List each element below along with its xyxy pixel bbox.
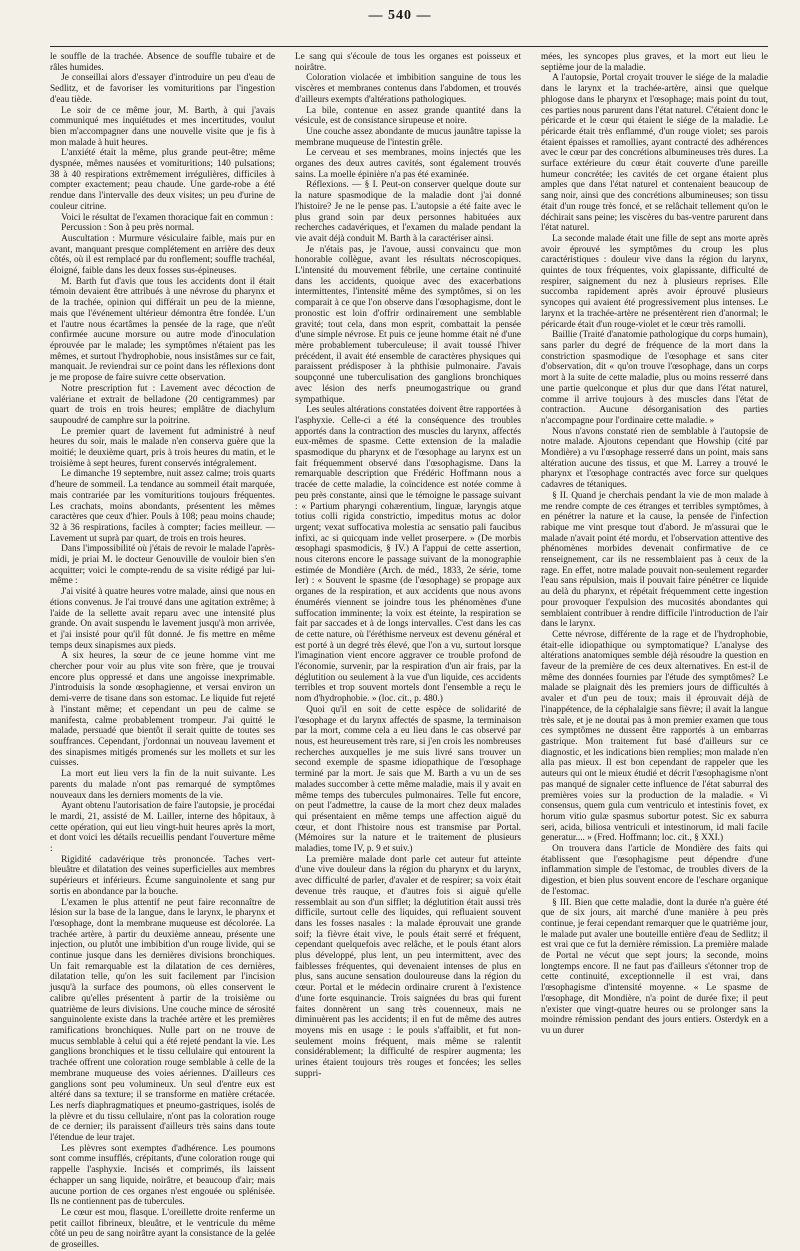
column-3 — [541, 52, 768, 1140]
text-columns — [50, 52, 768, 1251]
paragraph: Cette névrose, différente de la rage et de l'hydrophobie, était-elle idiopathique ou symptomatique? L'analyse des altérations anatomiques semble déjà résoudre la question en faveur de la première de ces deux alternatives. En est-il de même des données fournies par l'étude des symptômes? Le malade se plaignait dès les premiers jours de difficultés à avaler et d'un peu de toux; mais il éprouvait déjà de l'inappétence, de la céphalalgie sans fièvre; il avait la langue très sale, et je ne doutai pas à mon premier examen que tous ces symptômes ne dussent être rapportés à un embarras gastrique. Mon traitement fut basé d'ailleurs sur ce diagnostic, et les indications bien remplies; mon malade n'en alla pas mieux. Il est bon cependant de rappeler que les auteurs qui ont le mieux étudié et décrit l'œsophagisme n'ont pas manqué de signaler cette influence de l'état saburral des premières voies sur la production de la maladie. « Vi consensus, quem gula cum ventriculo et intestinis fovet, ex horum vitio gulæ spasmus subortur potest. Sic ex saburra seri, acida, biliosa ventriculi et intestinorum, id mali facile generatur.... » (Fred. Hoffmann; loc. cit., § XXI.) — [541, 629, 768, 844]
paragraph: La bile, contenue en assez grande quantité dans la vésicule, est de consistance sirupeuse et noire. — [295, 105, 521, 127]
paragraph: Rigidité cadavérique très prononcée. Taches vert-bleuâtre et dilatation des veines superficielles aux membres supérieurs et inférieurs. Écume sanguinolente et sang pur sortis en abondance par la bouche. — [50, 854, 275, 897]
paragraph: La première malade dont parle cet auteur fut atteinte d'une vive douleur dans la région du pharynx et du larynx, avec difficulté de parler, d'avaler et de respirer; sa voix était devenue très rauque, et d'autres fois si aiguë qu'elle ressemblait au son d'un sifflet; la déglutition était aussi très difficile, surtout celle des liquides, qui refluaient souvent dans les fosses nasales : la malade éprouvait une grande soif; la fièvre était vive, le pouls était serré et fréquent, cependant quelquefois avec relâche, et le pouls étant alors plus développé, plus lent, un peu intermittent, avec des faiblesses fréquentes, qui devenaient intenses de plus en plus, sans aucune sensation douloureuse dans la région du cœur. Portal et le médecin ordinaire crurent à l'existence d'une forte esquinancie. Trois saignées du bras qui furent faites donnèrent un sang très couenneux, mais ne diminuèrent pas les accidents; il en fut de même des autres moyens mis en usage : le pouls s'affaiblit, et fut non-seulement moins fréquent, mais même se ralentit considérablement; la difficulté de respirer augmenta; les urines étaient toujours très rouges et foncées; les selles suppri- — [295, 854, 521, 1079]
paragraph: § II. Quand je cherchais pendant la vie de mon malade à me rendre compte de ces étranges et terribles symptômes, à en pénétrer la nature et la cause, la pensée de l'infection rabique me vint presque tout d'abord. Je m'assurai que le malade n'avait point été mordu, et l'observation attentive des phénomènes morbides devenait confirmative de ce renseignement, car ils ne ressemblaient pas à ceux de la rage. En effet, notre malade pouvait non-seulement regarder l'eau sans répulsion, mais il pouvait faire pénétrer ce liquide au delà du pharynx, et répétait fréquemment cette ingestion pour provoquer l'expulsion des mucosités abondantes qui semblaient contribuer à rendre difficile l'introduction de l'air dans le larynx. — [541, 490, 768, 630]
paragraph: § III. Bien que cette maladie, dont la durée n'a guère été que de six jours, ait marché d'une manière à peu près continue, je ferai cependant remarquer que le quatrième jour, le malade put avaler une bouteille entière d'eau de Sedlitz; il est vrai que ce fut la dernière rémission. La première malade de Portal ne vécut que sept jours; la seconde, moins longtemps encore. Il ne faut pas d'ailleurs s'étonner trop de cette continuité, exceptionnelle il est vrai, dans l'œsophagisme d'intensité moyenne. « Le spasme de l'œsophage, dit Mondière, n'a point de durée fixe; il peut n'exister que vingt-quatre heures ou se prolonger sans la moindre rémission pendant des jours entiers. Osterdyk en a vu un durer — [541, 897, 768, 1036]
paragraph: Le sang qui s'écoule de tous les organes est poisseux et noirâtre. — [295, 52, 521, 73]
paragraph: Les plèvres sont exemptes d'adhérence. Les poumons sont comme insufflés, crépitants, d'une coloration rouge qui rappelle l'asphyxie. Incisés et comprimés, ils laissent échapper un sang liquide, noirâtre, et beaucoup d'air; mais aucune portion de ces organes n'est engouée ou splénisée. Ils ne contiennent pas de tubercules. — [50, 1143, 275, 1208]
paragraph: A six heures, la sœur de ce jeune homme vint me chercher pour voir au plus vite son frère, que je trouvai encore plus oppressé et dans une angoisse inexprimable. J'introduisis la sonde œsophagienne, et versai environ un demi-verre de tisane dans son estomac. Le liquide fut rejeté à l'instant même; et cependant un peu de calme se manifesta, calme probablement trompeur. J'ai quitté le malade, persuadé que bientôt il serait quitte de toutes ses souffrances. Cependant, j'ordonnai un nouveau lavement et des sinapismes mitigés promenés sur les mollets et sur les cuisses. — [50, 651, 275, 769]
paragraph: Quoi qu'il en soit de cette espèce de solidarité de l'œsophage et du larynx affectés de spasme, la terminaison par la mort, comme cela a eu lieu dans le cas observé par nous, est heureusement très rare, si j'en crois les nombreuses recherches auxquelles je me suis livré sans trouver un second exemple de spasme idiopathique de l'œsophage terminé par la mort. Je sais que M. Barth a vu un de ses malades succomber à cette même maladie, mais il y avait en même temps des tubercules pulmonaires. Telle fut encore, on peut l'admettre, la cause de la mort chez deux malades qui présentaient en même temps une affection aiguë du cœur, et dont l'histoire nous est transmise par Portal. (Mémoires sur la nature et le traitement de plusieurs maladies, tome IV, p. 9 et suiv.) — [295, 704, 521, 855]
paragraph: Une couche assez abondante de mucus jaunâtre tapisse la membrane muqueuse de l'intestin grêle. — [295, 126, 521, 148]
paragraph: Les seules altérations constatées doivent être rapportées à l'asphyxie. Celle-ci a été la conséquence des troubles apportés dans la contraction des muscles du larynx, affectés eux-mêmes de spasme. Cette extension de la maladie spasmodique du pharynx et de l'œsophage au larynx est un fait fréquemment observé dans l'œsophagisme. Dans la remarquable description que Frédéric Hoffmann nous a tracée de cette maladie, la coïncidence est notée comme à peu près constante, ainsi que le témoigne le passage suivant : « Partium pharyngi cohærentium, linguæ, laryngis atque totius colli rigida constrictio, impeditus motus ac dolor urgent; vexat suffocativa molestia ac sensatio pali faucibus infixi, ac si quicquam inde vellet proserpere. » (De morbis œsophagi spasmodicis, § IV.) A l'appui de cette assertion, nous citerons encore le passage suivant de la monographie estimée de Mondière (Arch. de méd., 1833, 2e série, tome Ier) : « Souvent le spasme (de l'œsophage) se propage aux organes de la respiration, et aux accidents que nous avons énumérés viennent se joindre tous les phénomènes d'une suffocation imminente; la voix est éteinte, la respiration se fait par saccades et à de longs intervalles. C'est dans les cas de cette nature, où l'éréthisme nerveux est devenu général et est porté à un degré très élevé, que l'on a vu, surtout lorsque l'imagination vient encore aggraver ce trouble profond de l'économie, survenir, par la respiration d'un air frais, par la déglutition ou seulement à la vue d'un liquide, ces accidents terribles et trop souvent mortels dont l'ensemble a reçu le nom d'hydrophobie. » (loc. cit., p. 480.) — [295, 405, 521, 705]
paragraph: Le premier quart de lavement fut administré à neuf heures du soir, mais le malade n'en conserva guère que la moitié; le deuxième quart, pris à trois heures du matin, et le troisième à sept heures, furent conservés intégralement. — [50, 426, 275, 469]
paragraph: La seconde malade était une fille de sept ans morte après avoir éprouvé les symptômes du croup les plus caractéristiques : douleur vive dans la région du larynx, quintes de toux fréquentes, voix glapissante, difficulté de respirer, saignement du nez à plusieurs reprises. Elle succomba rapidement après avoir éprouvé plusieurs syncopes qui avaient été progressivement plus intenses. Le larynx et la trachée-artère ne présentèrent rien d'anormal; le péricarde était d'un rouge-violet et le cœur très ramolli. — [541, 233, 768, 330]
paragraph: Réflexions. — § I. Peut-on conserver quelque doute sur la nature spasmodique de la maladie dont j'ai donné l'histoire? Je ne le pense pas. L'autopsie a été faite avec le plus grand soin par deux personnes habituées aux recherches cadavériques, et l'examen du malade pendant la vie avait déjà conduit M. Barth à la caractériser ainsi. — [295, 180, 521, 244]
paragraph: Dans l'impossibilité où j'étais de revoir le malade l'après-midi, je priai M. le docteur Genouville de vouloir bien s'en acquitter; voici le compte-rendu de sa visite rédigé par lui-même : — [50, 544, 275, 587]
column-2 — [295, 52, 521, 1140]
paragraph: L'examen le plus attentif ne peut faire reconnaître de lésion sur la base de la langue, dans le larynx, le pharynx et l'œsophage, dont la membrane muqueuse est décolorée. La trachée artère, à partir du deuxième anneau, présente une injection, ou plutôt une imbibition d'un rouge livide, qui se continue jusque dans les dernières divisions bronchiques. Un fait remarquable est la dilatation de ces dernières, dilatation telle, qu'on les suit facilement par l'incision jusqu'à la surface des poumons, où elles conservent le calibre qu'elles présentent à partir de la troisième ou quatrième de leurs divisions. Une couche mince de sérosité sanguinolente existe dans la trachée artère et les premières ramifications bronchiques. Nulle part on ne trouve de mucus semblable à celui qui a été rejeté pendant la vie. Les ganglions bronchiques et le tissu cellulaire qui entourent la trachée offrent une coloration rouge semblable à celle de la membrane muqueuse des voies aériennes. D'ailleurs ces ganglions sont peu volumineux. Un seul d'entre eux est altéré dans sa texture; il se transforme en matière crétacée. Les nerfs diaphragmatiques et pneumo-gastriques, isolés de la plèvre et du tissu cellulaire, n'ont pas la coloration rouge de ce dernier; ils paraissent d'ailleurs très sains dans toute l'étendue de leur trajet. — [50, 897, 275, 1144]
paragraph: Nous n'avons constaté rien de semblable à l'autopsie de notre malade. Ajoutons cependant que Howship (cité par Mondière) a vu l'œsophage resserré dans un point, mais sans altération aucune des tissus, et que M. Larrey a trouvé le pharynx et l'œsophage contractés avec force sur quelques cadavres de tétaniques. — [541, 426, 768, 491]
paragraph: Le cerveau et ses membranes, moins injectés que les organes des deux autres cavités, sont également trouvés sains. La moelle épinière n'a pas été examinée. — [295, 148, 521, 180]
page-number: — 540 — — [368, 8, 432, 23]
paragraph: Je n'étais pas, je l'avoue, aussi convaincu que mon honorable collègue, avant les résultats nécroscopiques. L'intensité du mouvement fébrile, une certaine continuité dans les accidents, quoique avec des exacerbations intermittentes, l'intensité même des symptômes, si on les comparait à ce que l'on observe dans l'œsophagisme, dont le pronostic est loin d'offrir ordinairement une semblable gravité; tout cela, dans mon esprit, combattait la pensée d'une simple névrose. Et puis ce jeune homme était né d'une mère probablement tuberculeuse; il avait toussé l'hiver précédent, il avait été ensemble de caractères physiques qui paraissent prédisposer à la phthisie pulmonaire. J'avais soupçonné une tuberculisation des ganglions bronchiques avec lésion des nerfs pneumogastrique ou grand sympathique. — [295, 244, 521, 405]
paragraph: Coloration violacée et imbibition sanguine de tous les viscères et membranes contenus dans l'abdomen, et trouvés d'ailleurs exempts d'altérations pathologiques. — [295, 73, 521, 105]
paragraph: J'ai visité à quatre heures votre malade, ainsi que nous en étions convenus. Je l'ai trouvé dans une agitation extrême; à l'aide de la sellette avait reparu avec une intensité plus grande. On avait suspendu le lavement jusqu'à mon arrivée, et j'ai insisté pour qu'il fût donné. Je fis mettre en même temps deux sinapismes aux pieds. — [50, 587, 275, 651]
paragraph: Percussion : Son à peu près normal. — [61, 223, 195, 234]
paragraph: L'anxiété était la même, plus grande peut-être; même dyspnée, mêmes nausées et vomituritions; 140 pulsations; 38 à 40 respirations extrêmement irrégulières, difficiles à compter exactement; peau chaude. Une garde-robe a été rendue dans l'intervalle des deux visites; un peu d'urine de couleur citrine. — [50, 148, 275, 212]
paragraph: Le dimanche 19 septembre, nuit assez calme; trois quarts d'heure de sommeil. La tendance au sommeil était marquée, mais contrariée par les vomituritions toujours fréquentes. Les crachats, moins abondants, présentent les mêmes caractères que ceux d'hier. Pouls à 108; peau moins chaude; 32 à 36 respirations, faciles à compter; facies meilleur. — Lavement ut suprà par quart, de trois en trois heures. — [50, 469, 275, 544]
paragraph: M. Barth fut d'avis que tous les accidents dont il était témoin devaient être attribués à une névrose du pharynx et de la trachée, opinion qui différait un peu de la mienne, mais que l'événement ultérieur démontra être fondée. L'un et l'autre nous écartâmes la pensée de la rage, que n'eût confirmée aucune morsure ou autre mode d'inoculation éprouvée par le malade; les symptômes n'étaient pas les mêmes, et surtout l'hydrophobie, nous insistâmes sur ce fait, manquait. Je reviendrai sur ce point dans les réflexions dont je me propose de faire suivre cette observation. — [50, 276, 275, 384]
paragraph: Notre prescription fut : Lavement avec décoction de valériane et extrait de belladone (20 centigrammes) par quart de trois en trois heures; emplâtre de diachylum saupoudré de camphre sur la poitrine. — [50, 383, 275, 426]
paragraph: A l'autopsie, Portal croyait trouver le siége de la maladie dans le larynx et la trachée-artère, ainsi que quelque phlogose dans le pharynx et l'œsophage; mais point du tout, ces parties nous parurent dans l'état naturel. C'étaient donc le péricarde et le cœur qui étaient le siége de la maladie. Le péricarde était très enflammé, d'un rouge violet; ses parois étaient épaisses et ramollies, ayant contracté des adhérences avec le cœur par des concrétions albumineuses très dures. La surface extérieure du cœur était couverte d'une pareille humeur concrétée; les cavités de cet organe étaient plus amples que dans l'état naturel et contenaient beaucoup de sang noir, ainsi que des concrétions albumineuses; son tissu était d'un rouge très foncé, et se relâchait tellement qu'on le déchirait sans peine; les viscères du bas-ventre parurent dans l'état naturel. — [541, 73, 768, 234]
header-rule — [50, 46, 768, 47]
paragraph: Ayant obtenu l'autorisation de faire l'autopsie, je procédai le mardi, 21, assisté de M. Lailler, interne des hôpitaux, à cette opération, qui eut lieu vingt-huit heures après la mort, et dont voici les détails recueillis pendant l'ouverture même : — [50, 801, 275, 855]
paragraph: Voici le résultat de l'examen thoracique fait en commun : — [61, 212, 274, 223]
paragraph: Le soir de ce même jour, M. Barth, à qui j'avais communiqué mes inquiétudes et mes incertitudes, voulut bien m'accompagner dans une nouvelle visite que je fis à mon malade à huit heures. — [50, 105, 275, 148]
paragraph: mées, les syncopes plus graves, et la mort eut lieu le septième jour de la maladie. — [541, 52, 768, 73]
paragraph: Je conseillai alors d'essayer d'introduire un peu d'eau de Sedlitz, et de favoriser les vomituritions par l'ingestion d'eau tiède. — [50, 73, 275, 105]
paragraph: le souffle de la trachée. Absence de souffle tubaire et de râles humides. — [50, 52, 275, 73]
paragraph: Le cœur est mou, flasque. L'oreillette droite renferme un petit caillot fibrineux, bleuâtre, et le ventricule du même côté un peu de sang noirâtre ayant la consistance de la gelée de groseilles. — [50, 1207, 275, 1251]
paragraph: La mort eut lieu vers la fin de la nuit suivante. Les parents du malade n'ont pas remarqué de symptômes nouveaux dans les derniers moments de la vie. — [50, 769, 275, 801]
paragraph: On trouvera dans l'article de Mondière des faits qui établissent que l'œsophagisme peut dépendre d'une inflammation simple de l'estomac, de troubles divers de la digestion, et bien plus souvent encore de l'eschare organique de l'estomac. — [541, 844, 768, 897]
column-1 — [50, 52, 275, 1251]
paragraph: Auscultation : Murmure vésiculaire faible, mais pur en avant, manquant presque complétement en arrière des deux côtés, où il est remplacé par du ronflement; souffle trachéal, éloigné, faible dans les deux fosses sus-épineuses. — [50, 233, 275, 277]
paragraph: Baillie (Traité d'anatomie pathologique du corps humain), sans parler du degré de fréquence de la mort dans la constriction spasmodique de l'œsophage et sans citer d'observation, dit « qu'on trouve l'œsophage, dans un corps mort à la suite de cette maladie, plus ou moins resserré dans une partie quelconque et plus dur que dans l'état naturel, comme il arrive toujours à des muscles dans l'état de contraction. Aucune désorganisation des parties n'accompagne pour l'ordinaire cette maladie. » — [541, 330, 768, 426]
